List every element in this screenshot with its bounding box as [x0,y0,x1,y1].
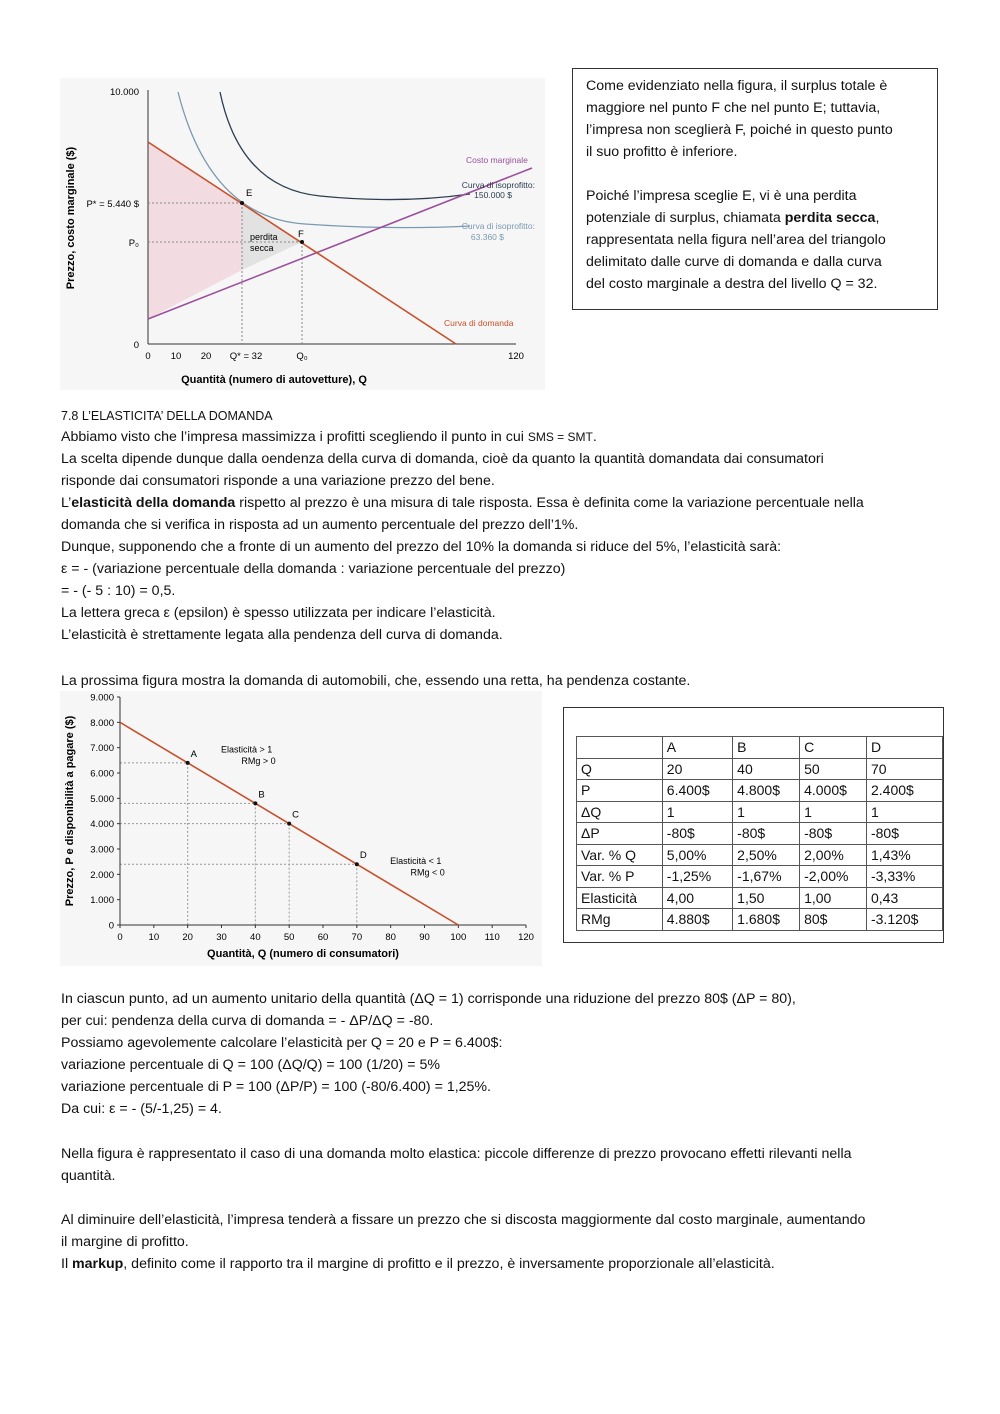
text: , definito come il rapporto tra il margine di profitto e il prezzo, è inversamente proporzionale all’elasticità. [123,1256,775,1272]
elasticity-table-box [563,707,944,943]
demand-label: Curva di domanda [444,318,514,328]
x-tick-label: 10 [148,932,160,943]
point-b [253,801,257,805]
point-label: C [292,809,300,821]
text-line: L’elasticità è strettamente legata alla pendenza dell curva di domanda. [61,627,503,643]
table-cell: 5,00% [662,844,732,866]
y-tick-label: 2.000 [90,869,114,881]
x-tick-qstar: Q* = 32 [229,351,263,362]
table-cell: -2,00% [800,866,867,888]
x-tick-label: 120 [518,932,534,943]
text: L’ [61,495,72,511]
table-cell: 2.400$ [866,780,942,802]
x-tick-20: 20 [200,351,212,362]
annotation-text: Elasticità > 1 [220,744,273,755]
text-line [61,426,941,448]
mc-label: Costo marginale [466,155,528,165]
text-line: variazione percentuale di P = 100 (ΔP/P) = 100 (-80/6.400) = 1,25%. [61,1079,491,1095]
x-tick-label: 80 [385,932,396,943]
table-header-row [577,737,943,759]
annotation-text: RMg < 0 [410,867,445,878]
text-line: variazione percentuale di Q = 100 (ΔQ/Q) = 100 (1/20) = 5% [61,1057,440,1073]
y-tick-label: 6.000 [90,768,114,780]
table-cell: B [733,737,800,759]
elastic-note [61,1143,941,1187]
text-line: La scelta dipende dunque dalla oendenza della curva di domanda, cioè da quanto la quantità domandata dai consumatori [61,451,824,467]
box-paragraph-1 [586,75,937,163]
text-line: il margine di profitto. [61,1234,189,1250]
markup-text [61,1209,941,1275]
table-row-label [577,737,663,759]
table-cell: 2,50% [733,844,800,866]
point-e-label: E [246,188,253,199]
table-cell: 80$ [800,909,867,931]
table-row [577,909,943,931]
table-row [577,866,943,888]
section-body [61,426,941,646]
deadweight-label: perdita [250,232,278,242]
text: Abbiamo visto che l’impresa massimizza i profitti scegliendo il punto in cui [61,429,528,445]
x-axis-label: Quantità, Q (numero di consumatori) [207,948,399,960]
table-cell: -80$ [800,823,867,845]
box-line: del costo marginale a destra del livello Q = 32. [586,276,878,292]
table-cell: 4.000$ [800,780,867,802]
text-line: domanda che si verifica in risposta ad un aumento percentuale del prezzo dell’1%. [61,517,579,533]
y-tick-label: 5.000 [90,793,114,805]
text-line: Nella figura è rappresentato il caso di una domanda molto elastica: piccole differenze di prezzo provocano effetti rilevanti nella [61,1146,852,1162]
table-cell: 1,43% [866,844,942,866]
box-line: rappresentata nella figura nell’area del triangolo [586,232,886,248]
table-row [577,758,943,780]
table-cell: 1 [800,801,867,823]
text-line [61,1253,941,1275]
annotation-text: Elasticità < 1 [390,856,442,867]
x-tick-label: 30 [216,932,227,943]
box-text: potenziale di surplus, chiamata [586,210,785,226]
table-cell: -80$ [733,823,800,845]
x-tick-10: 10 [170,351,182,362]
text-line: ε = - (variazione percentuale della domanda : variazione percentuale del prezzo) [61,561,566,577]
text-line: Da cui: ε = - (5/-1,25) = 4. [61,1101,222,1117]
x-axis-label: Quantità (numero di autovetture), Q [181,374,367,386]
y-tick-label: 8.000 [90,717,114,729]
text-line: La lettera greca ε (epsilon) è spesso utilizzata per indicare l’elasticità. [61,605,496,621]
x-tick-label: 60 [317,932,329,943]
table-row [577,887,943,909]
x-tick-q0: Q₀ [296,351,308,362]
box-line: l’impresa non sceglierà F, poiché in questo punto [586,122,893,138]
term-deadweight-loss: perdita secca [784,210,876,226]
text-line [61,492,941,514]
point-e [240,201,244,205]
x-tick-label: 110 [484,932,500,943]
table-cell: 4,00 [662,887,732,909]
table-cell: 1,00 [800,887,867,909]
point-d [355,862,359,866]
table-row-label: P [577,780,663,802]
text-line: Dunque, supponendo che a fronte di un aumento del prezzo del 10% la domanda si riduce del 5%, l’elasticità sarà: [61,539,782,555]
annotation-text: RMg > 0 [241,756,276,767]
box-paragraph-2 [586,185,937,295]
term-markup: markup [72,1256,124,1272]
text-line: La prossima figura mostra la domanda di automobili, che, essendo una retta, ha pendenza costante. [61,673,691,689]
x-tick-label: 20 [182,932,193,943]
table-row-label: Var. % Q [577,844,663,866]
point-label: A [190,748,198,760]
table-cell: 1 [662,801,732,823]
iso-low-value: 63.360 $ [470,232,504,242]
table-row-label: ΔQ [577,801,663,823]
y-axis-label: Prezzo, costo marginale ($) [65,146,77,290]
x-tick-label: 0 [117,932,123,943]
table-cell: 4.800$ [733,780,800,802]
point-c [287,822,291,826]
iso-high-label: Curva di isoprofitto: [461,180,535,190]
point-f [300,240,304,244]
table-cell: -80$ [662,823,732,845]
sms-smt: SMS = SMT [527,430,593,444]
table-row-label: Q [577,758,663,780]
x-tick-label: 100 [450,932,467,943]
figure-intro [61,670,941,692]
box-line: maggiore nel punto F che nel punto E; tuttavia, [586,100,881,116]
text-line: In ciascun punto, ad un aumento unitario della quantità (ΔQ = 1) corrisponde una riduzione del prezzo 80$ (ΔP = 80), [61,991,796,1007]
point-label: B [258,789,265,801]
table-row [577,780,943,802]
table-row-label: ΔP [577,823,663,845]
y-tick-label: 0 [108,920,114,932]
table-cell: 40 [733,758,800,780]
table-cell: 6.400$ [662,780,732,802]
table-cell: -3.120$ [866,909,942,931]
table-cell: -80$ [866,823,942,845]
explanation-box [572,68,938,310]
text: Il [61,1256,73,1272]
y-tick-10000: 10.000 [109,87,139,98]
iso-low-label: Curva di isoprofitto: [461,221,535,231]
box-line: Come evidenziato nella figura, il surplus totale è [586,78,888,94]
y-tick-p0: P₀ [128,238,139,249]
table-cell: 20 [662,758,732,780]
y-axis-label: Prezzo, P e disponibilità a pagare ($) [64,715,76,907]
text-line: = - (- 5 : 10) = 0,5. [61,583,176,599]
point-f-label: F [298,229,304,240]
table-cell: 0,43 [866,887,942,909]
elasticity-table [576,736,943,931]
text-line: risponde dai consumatori risponde a una variazione prezzo del bene. [61,473,495,489]
table-row-label: Var. % P [577,866,663,888]
table-cell: -3,33% [866,866,942,888]
table-cell: 2,00% [800,844,867,866]
calculation-text [61,988,941,1120]
y-tick-label: 9.000 [90,692,114,704]
table-cell: 4.880$ [662,909,732,931]
table-row [577,844,943,866]
table-row-label: RMg [577,909,663,931]
term-elasticity: elasticità della domanda [71,495,236,511]
table-cell: 1.680$ [733,909,800,931]
text: rispetto al prezzo è una misura di tale risposta. Essa è definita come la variazione percentuale nella [235,495,864,511]
table-row [577,823,943,845]
y-tick-label: 7.000 [90,743,114,755]
table-row [577,801,943,823]
table-cell: 70 [866,758,942,780]
box-line: delimitato dalle curve di domanda e dalla curva [586,254,882,270]
deadweight-label-2: secca [250,243,274,253]
table-cell: A [662,737,732,759]
table-cell: D [866,737,942,759]
table-row-label: Elasticità [577,887,663,909]
x-tick-label: 90 [419,932,430,943]
table-cell: 1 [733,801,800,823]
table-cell: 50 [800,758,867,780]
x-tick-label: 70 [351,932,363,943]
box-line: il suo profitto è inferiore. [586,144,738,160]
point-label: D [359,850,367,862]
iso-high-value: 150.000 $ [474,190,512,200]
text-line: Possiamo agevolemente calcolare l’elasticità per Q = 20 e P = 6.400$: [61,1035,503,1051]
box-line: Poiché l’impresa sceglie E, vi è una perdita [586,188,857,204]
section-heading: 7.8 L’ELASTICITA’ DELLA DOMANDA [61,409,273,423]
demand-chart [60,691,542,966]
x-tick-0: 0 [145,351,151,362]
y-tick-label: 3.000 [90,844,114,856]
x-tick-label: 50 [283,932,295,943]
text-line: Al diminuire dell’elasticità, l’impresa tenderà a fissare un prezzo che si discosta maggiormente dal costo marginale, aumentando [61,1212,866,1228]
x-tick-120: 120 [508,351,524,362]
text: . [592,429,597,445]
table-cell: -1,25% [662,866,732,888]
y-tick-label: 1.000 [90,895,114,907]
table-cell: 1 [866,801,942,823]
text-line: per cui: pendenza della curva di domanda = - ΔP/ΔQ = -80. [61,1013,434,1029]
box-text: , [875,210,880,226]
y-tick-0: 0 [133,340,139,351]
text-line: quantità. [61,1168,116,1184]
table-cell: C [800,737,867,759]
y-tick-pstar: P* = 5.440 $ [86,199,139,210]
profit-max-figure [60,78,545,390]
y-tick-label: 4.000 [90,819,114,831]
table-cell: -1,67% [733,866,800,888]
x-tick-label: 40 [250,932,261,943]
box-line [586,207,937,229]
table-cell: 1,50 [733,887,800,909]
point-a [186,761,190,765]
